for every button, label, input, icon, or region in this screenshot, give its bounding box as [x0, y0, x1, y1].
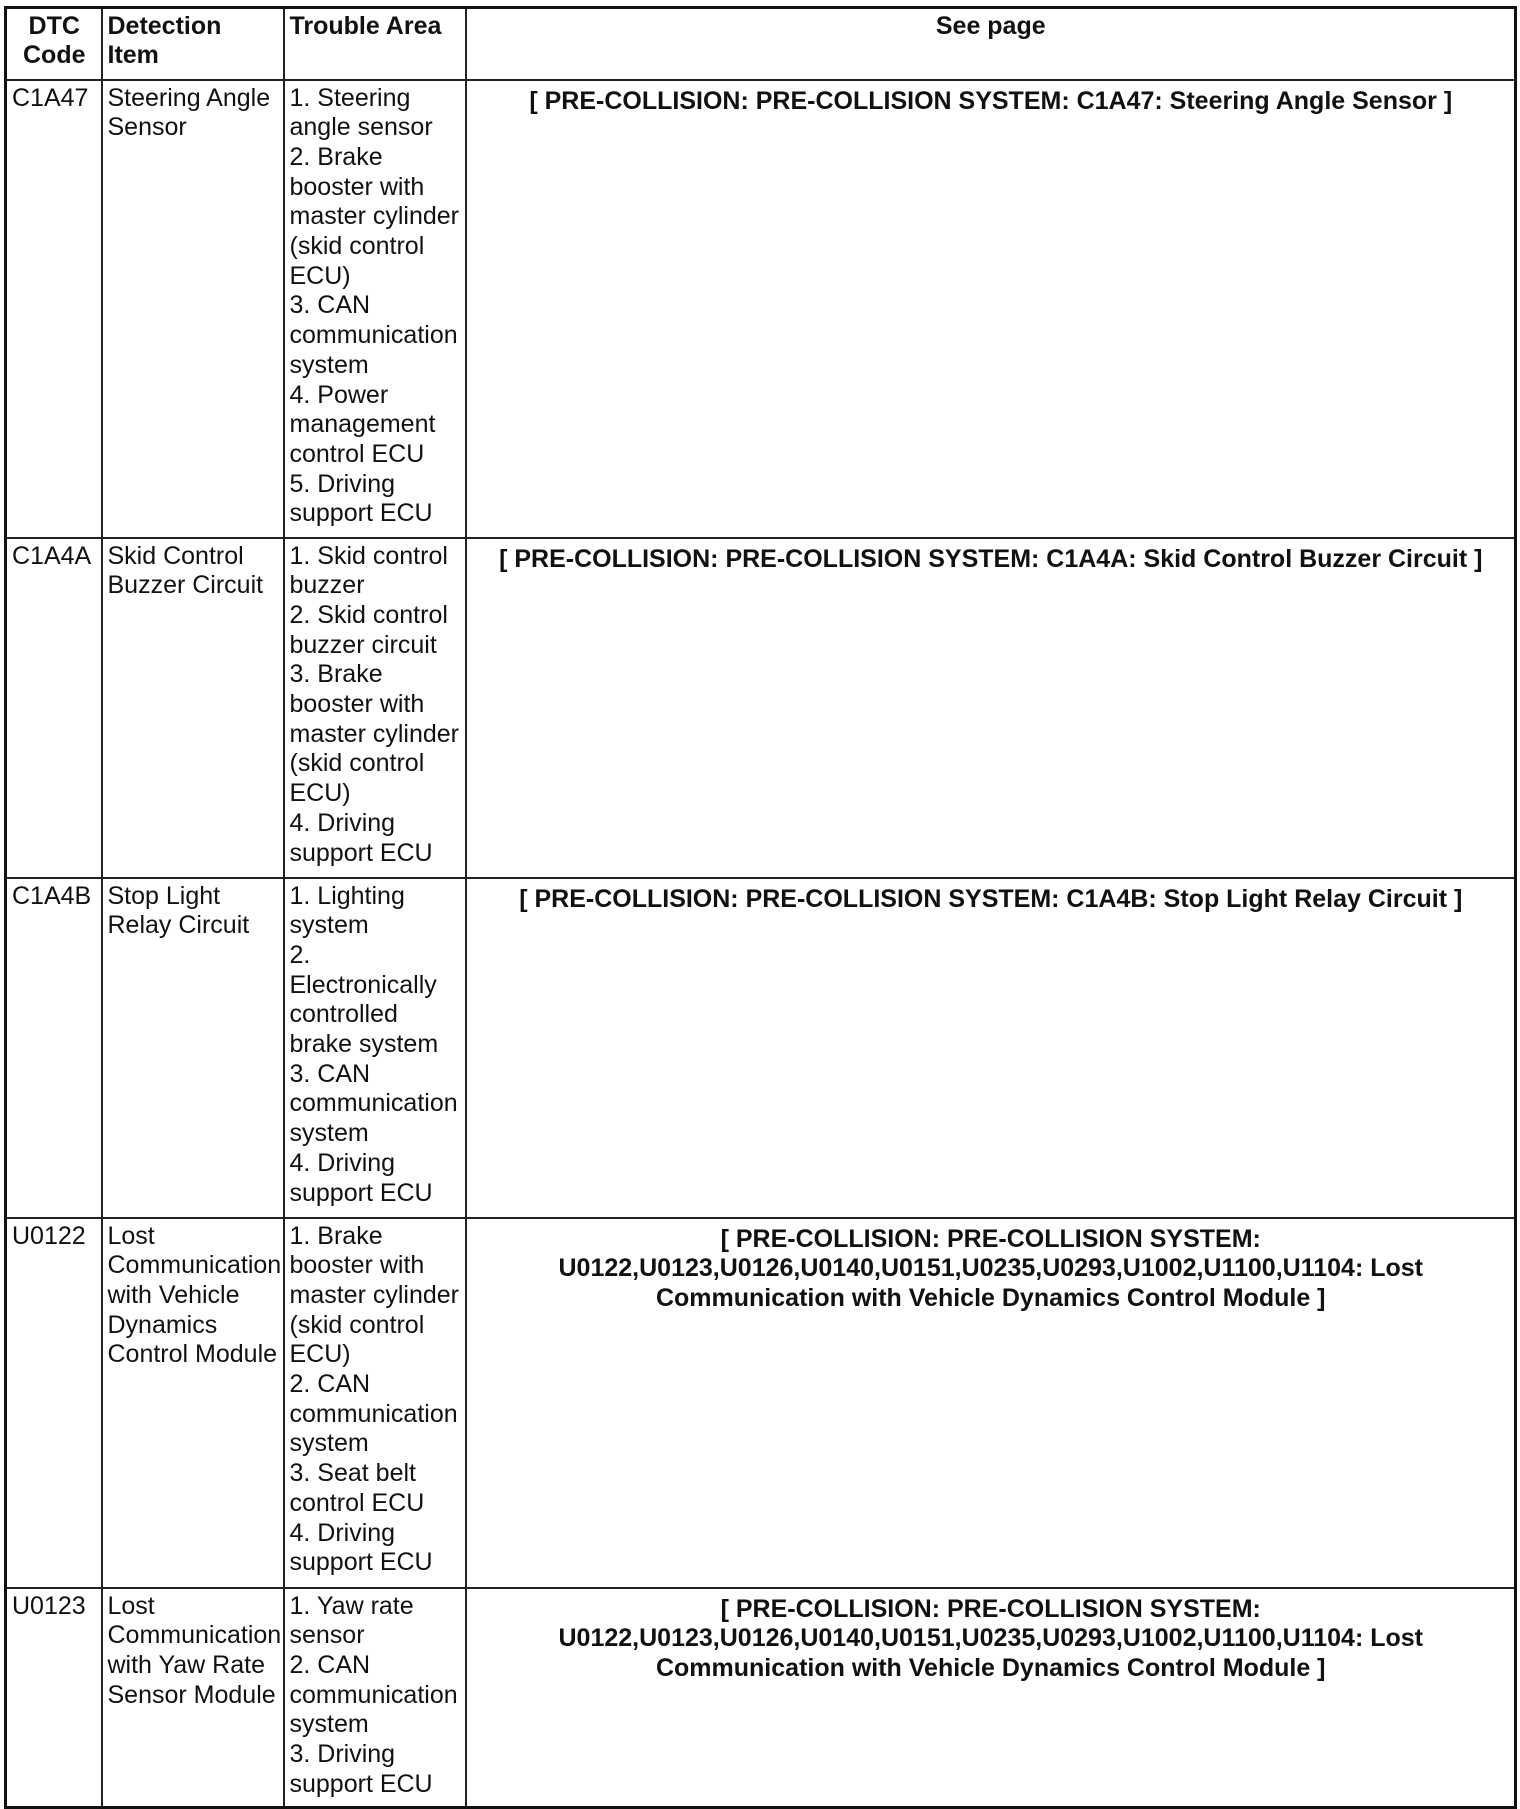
trouble-area-line: 1. Yaw rate: [289, 1591, 414, 1620]
trouble-area-line: ECU): [289, 261, 351, 290]
trouble-area-line: controlled: [289, 1000, 398, 1029]
trouble-area-line: 4. Driving: [289, 808, 396, 837]
trouble-area-line: communication: [289, 321, 458, 350]
see-page-link-line: Communication with Vehicle Dynamics Control Module ]: [655, 1283, 1326, 1312]
trouble-area-line: support ECU: [289, 1769, 433, 1798]
detection-item-line: with Yaw Rate: [107, 1650, 265, 1679]
dtc-code-cell: C1A4B: [6, 878, 102, 1218]
detection-item-cell: [102, 80, 284, 538]
header-row: [6, 8, 1516, 80]
trouble-area-line: system: [289, 911, 369, 940]
trouble-area-line: 2. CAN: [289, 1370, 371, 1399]
detection-item-line: Communication: [107, 1621, 282, 1650]
trouble-area-line: management: [289, 410, 436, 439]
detection-item-cell: [102, 1218, 284, 1588]
see-page-link-line: Communication with Vehicle Dynamics Control Module ]: [655, 1653, 1326, 1682]
see-page-cell: [466, 80, 1516, 538]
trouble-area-line: 3. Seat belt: [289, 1459, 416, 1488]
dtc-code-cell: U0122: [6, 1218, 102, 1588]
see-page-link-line: [ PRE-COLLISION: PRE-COLLISION SYSTEM:: [720, 1224, 1261, 1253]
trouble-area-line: 3. CAN: [289, 1059, 371, 1088]
trouble-area-line: system: [289, 350, 369, 379]
trouble-area-cell: [284, 538, 466, 878]
header-detection-item: Detection Item: [102, 8, 284, 80]
detection-item-line: Control Module: [107, 1340, 278, 1369]
header-dtc-code-line: DTC: [28, 12, 80, 40]
trouble-area-line: booster with: [289, 172, 425, 201]
trouble-area-line: (skid control: [289, 1310, 425, 1339]
trouble-area-line: communication: [289, 1399, 458, 1428]
trouble-area-line: buzzer circuit: [289, 630, 437, 659]
trouble-area-line: booster with: [289, 690, 425, 719]
trouble-area-line: 2. Brake: [289, 142, 383, 171]
trouble-area-line: support ECU: [289, 1178, 433, 1207]
detection-item-line: Skid Control: [107, 541, 244, 570]
detection-item-cell: [102, 538, 284, 878]
detection-item-line: Lost: [107, 1591, 155, 1620]
detection-item-line: Sensor: [107, 113, 187, 142]
dtc-code-cell: C1A47: [6, 80, 102, 538]
trouble-area-line: system: [289, 1429, 369, 1458]
trouble-area-line: control ECU: [289, 439, 425, 468]
see-page-cell: [466, 878, 1516, 1218]
trouble-area-line: angle sensor: [289, 113, 433, 142]
dtc-table: [4, 6, 1517, 1809]
see-page-link-line: U0122,U0123,U0126,U0140,U0151,U0235,U0293,U1002,U1100,U1104: Lost: [558, 1624, 1423, 1652]
trouble-area-line: communication: [289, 1680, 458, 1709]
trouble-area-cell: [284, 1218, 466, 1588]
trouble-area-line: 3. Driving: [289, 1740, 396, 1769]
detection-item-line: Dynamics: [107, 1310, 218, 1339]
trouble-area-line: support ECU: [289, 499, 433, 528]
table-row: [6, 538, 1516, 878]
trouble-area-line: master cylinder: [289, 202, 459, 231]
detection-item-line: Steering Angle: [107, 83, 271, 112]
detection-item-line: Sensor Module: [107, 1680, 276, 1709]
trouble-area-line: (skid control: [289, 232, 425, 261]
see-page-cell: [466, 538, 1516, 878]
trouble-area-line: 1. Steering: [289, 83, 411, 112]
see-page-cell: [466, 1588, 1516, 1808]
detection-item-line: Lost: [107, 1221, 155, 1250]
trouble-area-line: 3. Brake: [289, 660, 383, 689]
trouble-area-line: master cylinder: [289, 1280, 459, 1309]
see-page-link-line: [ PRE-COLLISION: PRE-COLLISION SYSTEM: C1A4B: Stop Light Relay Circuit ]: [519, 884, 1463, 913]
trouble-area-line: 3. CAN: [289, 291, 371, 320]
see-page-link-line: [ PRE-COLLISION: PRE-COLLISION SYSTEM: C1A47: Steering Angle Sensor ]: [529, 86, 1453, 115]
trouble-area-line: 1. Skid control: [289, 541, 448, 570]
detection-item-line: Communication: [107, 1251, 282, 1280]
trouble-area-line: support ECU: [289, 1548, 433, 1577]
trouble-area-cell: [284, 878, 466, 1218]
trouble-area-line: 2. CAN: [289, 1650, 371, 1679]
trouble-area-cell: [284, 1588, 466, 1808]
detection-item-line: Buzzer Circuit: [107, 571, 264, 600]
trouble-area-line: 1. Brake: [289, 1221, 383, 1250]
detection-item-cell: [102, 1588, 284, 1808]
dtc-code-cell: U0123: [6, 1588, 102, 1808]
trouble-area-line: sensor: [289, 1621, 365, 1650]
detection-item-line: Relay Circuit: [107, 911, 250, 940]
trouble-area-line: Electronically: [289, 970, 437, 999]
header-dtc-code-line: Code: [23, 41, 86, 69]
trouble-area-line: 4. Power: [289, 380, 389, 409]
see-page-link-line: [ PRE-COLLISION: PRE-COLLISION SYSTEM:: [720, 1594, 1261, 1623]
trouble-area-line: master cylinder: [289, 719, 459, 748]
header-trouble-area: Trouble Area: [284, 8, 466, 80]
trouble-area-line: support ECU: [289, 838, 433, 867]
trouble-area-line: 2. Skid control: [289, 600, 448, 629]
trouble-area-line: 4. Driving: [289, 1148, 396, 1177]
table-row: [6, 878, 1516, 1218]
table-row: [6, 1218, 1516, 1588]
trouble-area-line: communication: [289, 1089, 458, 1118]
trouble-area-cell: [284, 80, 466, 538]
dtc-code-cell: C1A4A: [6, 538, 102, 878]
header-see-page: See page: [466, 8, 1516, 80]
trouble-area-line: ECU): [289, 1340, 351, 1369]
trouble-area-line: brake system: [289, 1030, 439, 1059]
detection-item-cell: [102, 878, 284, 1218]
see-page-link-line: [ PRE-COLLISION: PRE-COLLISION SYSTEM: C1A4A: Skid Control Buzzer Circuit ]: [499, 544, 1483, 573]
see-page-link-line: U0122,U0123,U0126,U0140,U0151,U0235,U0293,U1002,U1100,U1104: Lost: [558, 1254, 1423, 1282]
trouble-area-line: system: [289, 1710, 369, 1739]
trouble-area-line: ECU): [289, 779, 351, 808]
trouble-area-line: system: [289, 1119, 369, 1148]
trouble-area-line: 4. Driving: [289, 1518, 396, 1547]
see-page-cell: [466, 1218, 1516, 1588]
table-row: [6, 1588, 1516, 1808]
trouble-area-line: booster with: [289, 1251, 425, 1280]
trouble-area-line: 1. Lighting: [289, 881, 405, 910]
trouble-area-line: buzzer: [289, 571, 365, 600]
detection-item-line: with Vehicle: [107, 1280, 240, 1309]
trouble-area-line: (skid control: [289, 749, 425, 778]
trouble-area-line: 5. Driving: [289, 469, 396, 498]
table-row: [6, 80, 1516, 538]
trouble-area-line: control ECU: [289, 1488, 425, 1517]
trouble-area-line: 2.: [289, 940, 311, 969]
detection-item-line: Stop Light: [107, 881, 221, 910]
header-dtc-code: [6, 8, 102, 80]
table-body: [6, 80, 1516, 1808]
